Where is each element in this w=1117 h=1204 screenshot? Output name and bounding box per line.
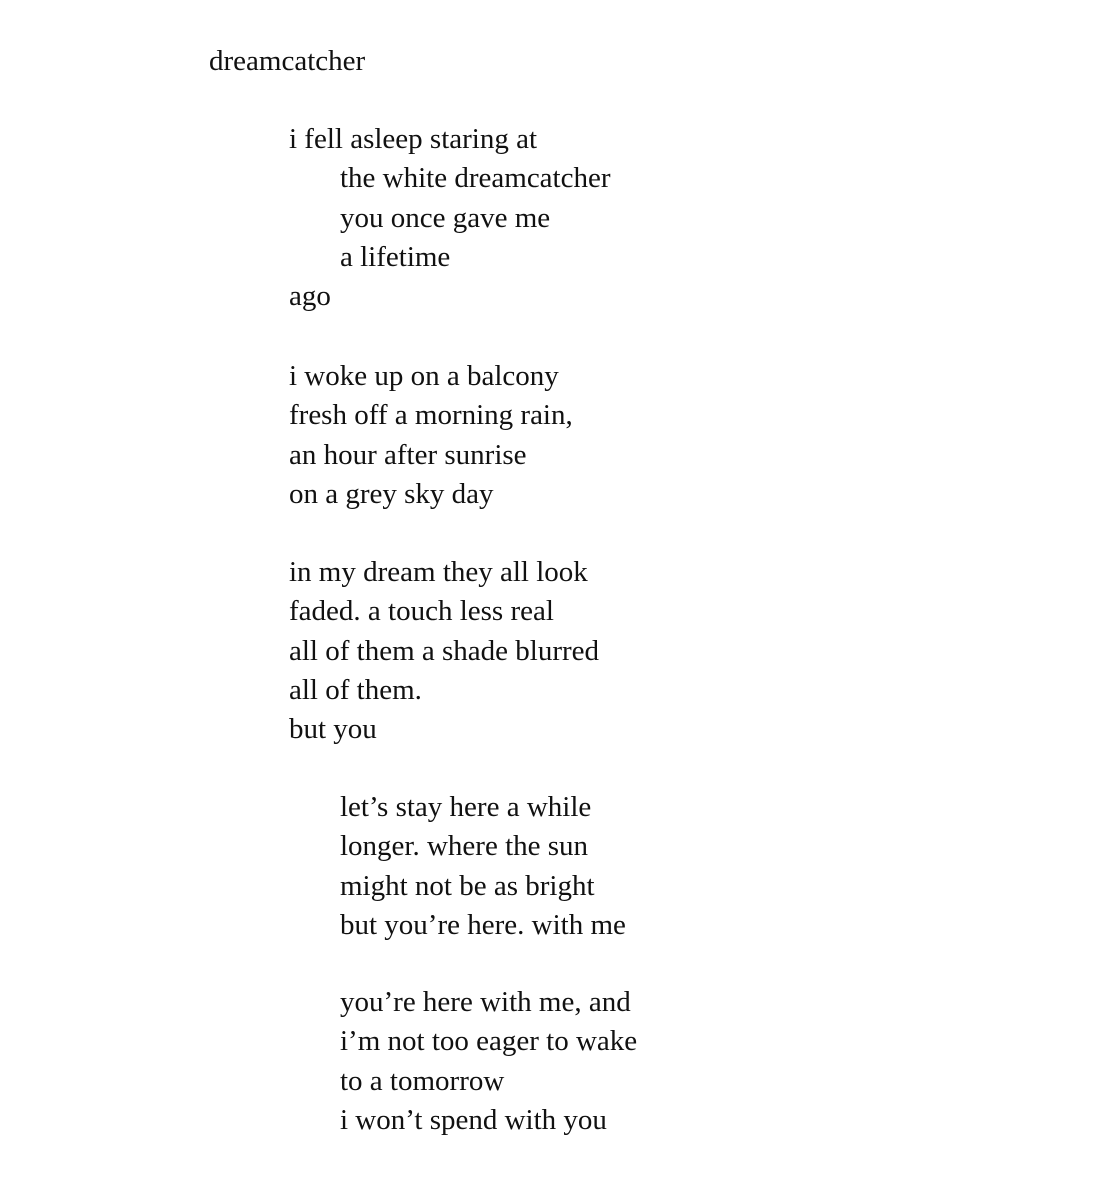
poem-line: the white dreamcatcher [340, 162, 611, 195]
poem-line: let’s stay here a while [340, 791, 592, 823]
poem-line: longer. where the sun [340, 830, 589, 863]
poem-line: might not be as bright [340, 869, 595, 902]
poem-line: i woke up on a balcony [289, 360, 559, 392]
poem-line: you’re here with me, and [340, 986, 631, 1018]
poem-line: you once gave me [340, 201, 551, 234]
poem-line: all of them. [289, 673, 422, 706]
poem-line: fresh off a morning rain, [289, 399, 573, 432]
poem-line: all of them a shade blurred [289, 634, 600, 667]
poem-line: i won’t spend with you [340, 1103, 607, 1136]
poem-line: on a grey sky day [289, 477, 494, 510]
poem-line: to a tomorrow [340, 1064, 505, 1097]
poem-line: in my dream they all look [289, 556, 588, 588]
poem-line: but you [289, 713, 377, 746]
stanza-1 [289, 120, 611, 316]
poem-line: faded. a touch less real [289, 595, 554, 628]
stanza-4 [340, 788, 626, 945]
poem-line: ago [289, 280, 331, 313]
poem-line: but you’re here. with me [340, 908, 626, 941]
poem-title: dreamcatcher [209, 45, 366, 77]
poem-line: i fell asleep staring at [289, 123, 538, 155]
poem-line: a lifetime [340, 240, 451, 273]
stanza-3 [289, 553, 599, 749]
stanza-5 [340, 983, 637, 1140]
stanza-2 [289, 357, 573, 514]
poem-line: i’m not too eager to wake [340, 1025, 638, 1058]
poem-line: an hour after sunrise [289, 438, 527, 471]
